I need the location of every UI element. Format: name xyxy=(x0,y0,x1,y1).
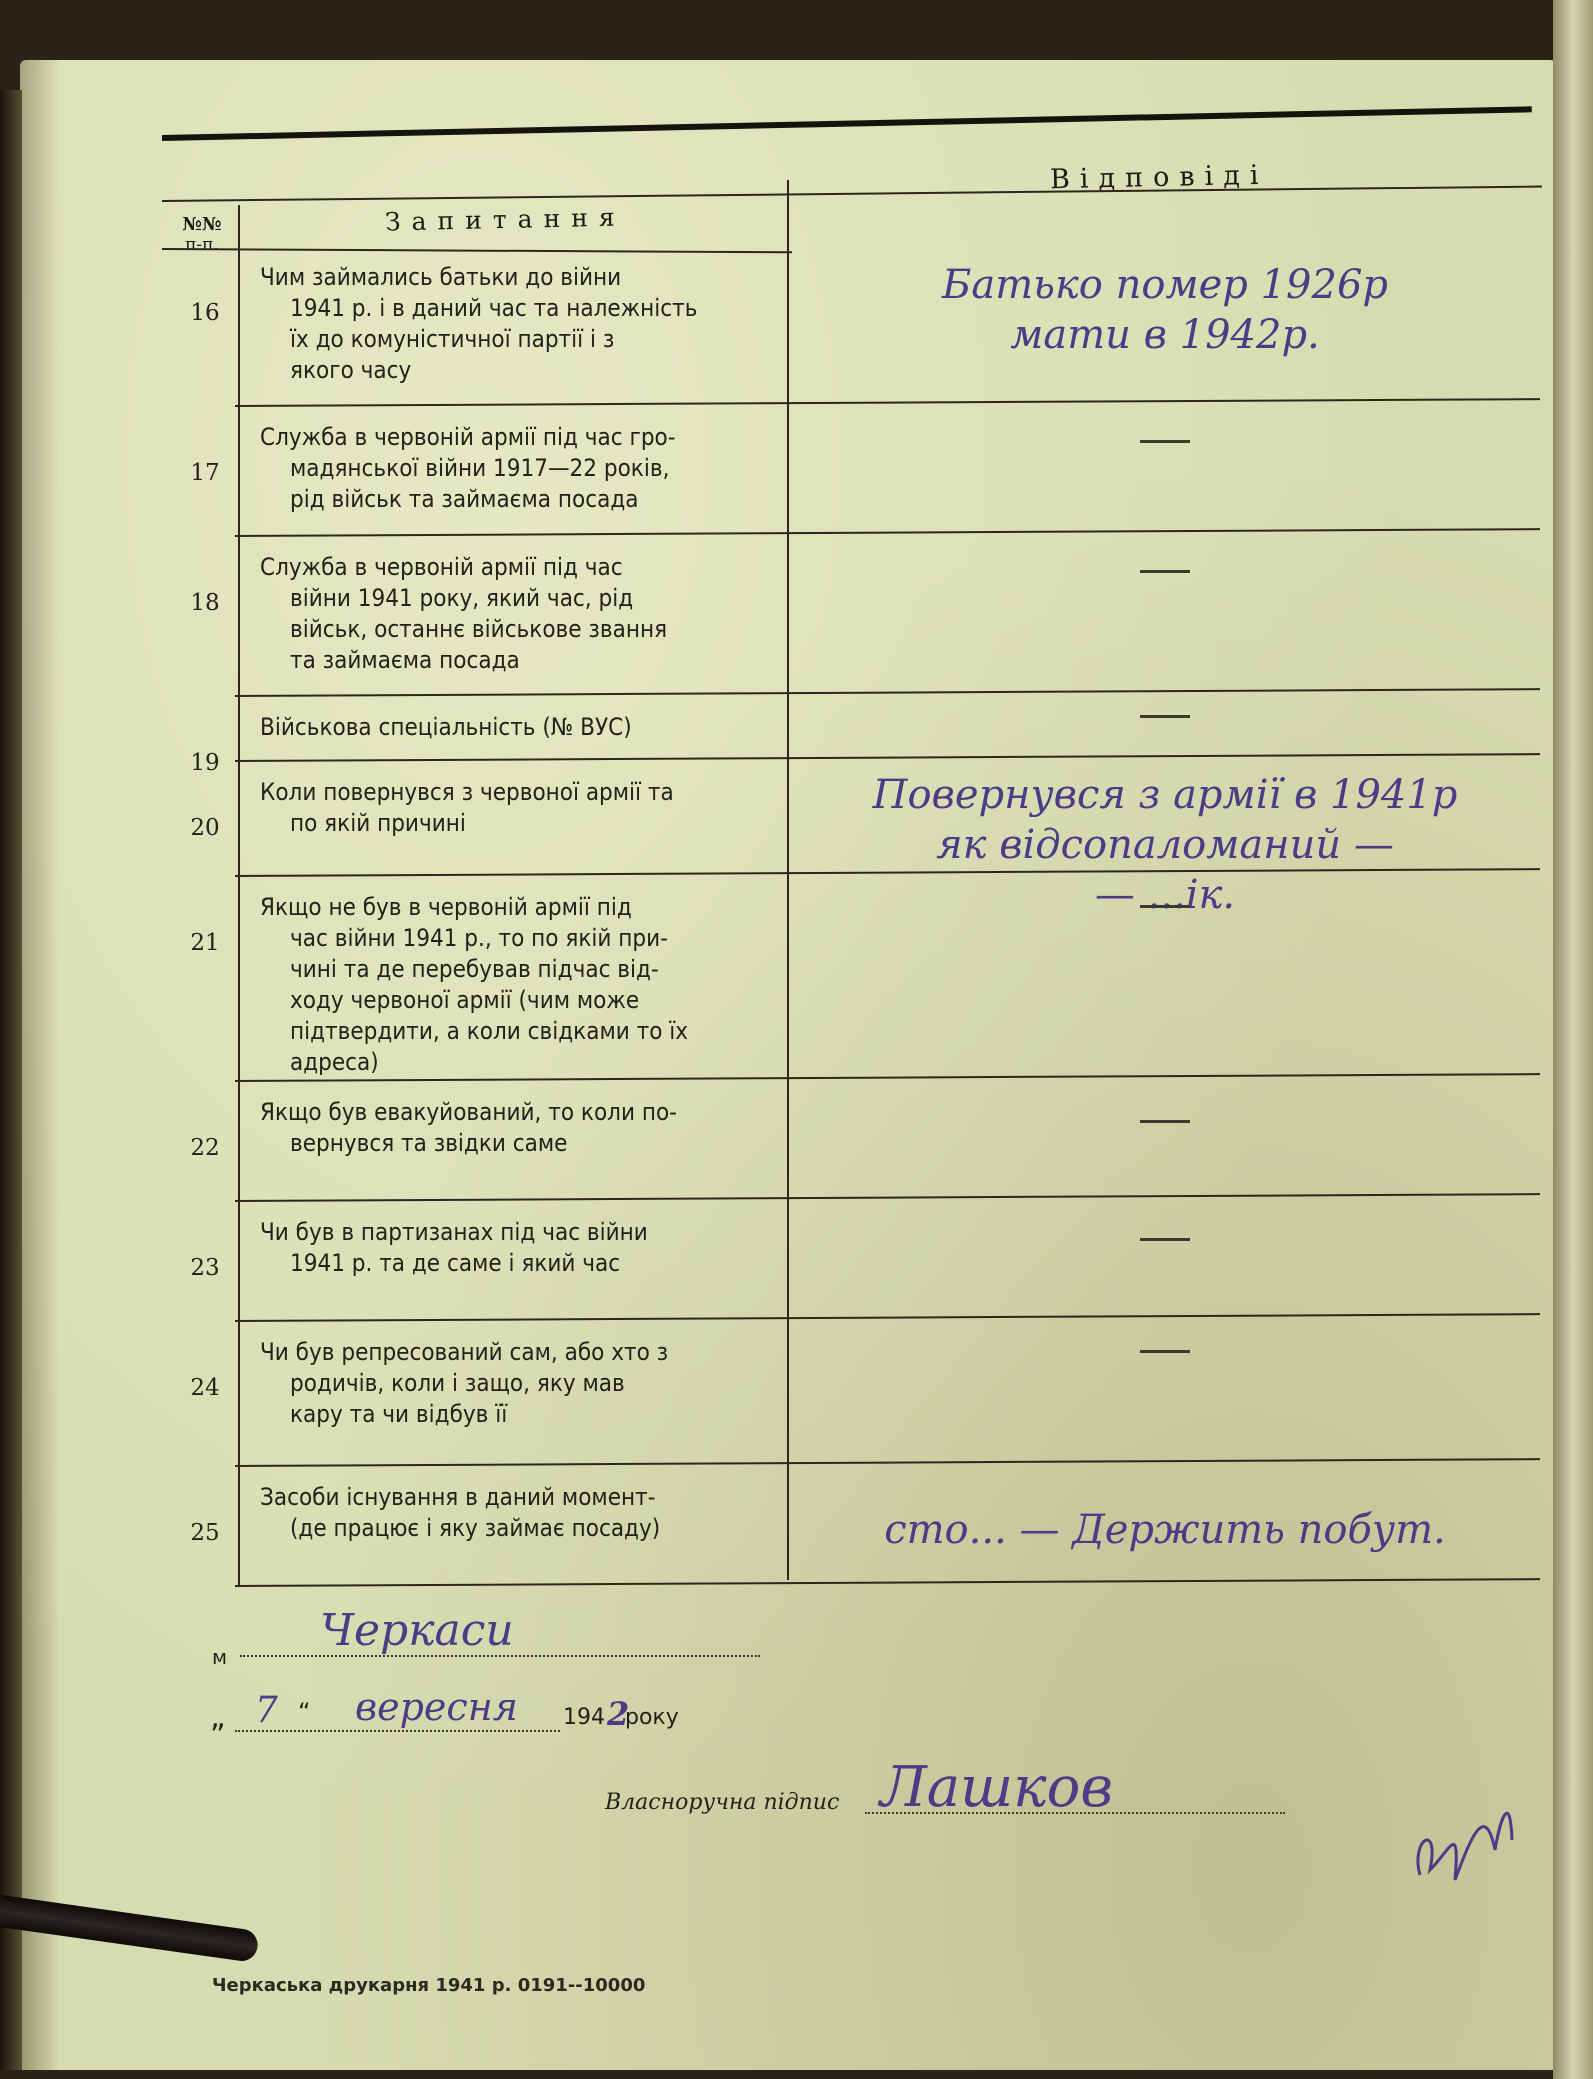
question-line: Засоби існування в даний момент- xyxy=(260,1483,656,1511)
binding-shadow xyxy=(0,90,22,2070)
margin-initials-icon xyxy=(1400,1780,1520,1900)
year-handwritten: 2 xyxy=(607,1695,630,1733)
answer-cell xyxy=(800,905,1530,908)
answer-handwritten: Повернувся з армії в 1941р xyxy=(872,772,1458,818)
question-text xyxy=(260,892,790,1078)
date-quote-close: “ xyxy=(298,1698,311,1726)
question-line: чині та де перебував підчас від- xyxy=(290,955,659,983)
questions-header: Запитання xyxy=(384,202,626,237)
question-line: вернувся та звідки саме xyxy=(290,1129,568,1157)
question-line: Чи був в партизанах під час війни xyxy=(260,1218,648,1246)
question-line: Якщо був евакуйований, то коли по- xyxy=(260,1098,677,1126)
question-line: військ, останнє військове звання xyxy=(290,615,668,643)
answer-dash xyxy=(1140,905,1190,908)
question-line: їх до комуністичної партії і з xyxy=(290,325,615,353)
answer-cell xyxy=(800,1505,1530,1555)
answer-handwritten: — ...ік. xyxy=(1094,872,1236,918)
answer-dash xyxy=(1140,570,1190,573)
row-number: 23 xyxy=(190,1255,220,1281)
question-line: кару та чи відбув її xyxy=(290,1400,508,1428)
date-month-handwritten: вересня xyxy=(355,1685,518,1729)
question-line: Коли повернувся з червоної армії та xyxy=(260,778,674,806)
question-text xyxy=(260,712,790,743)
date-quote-open: „ xyxy=(210,1700,226,1735)
answer-cell xyxy=(800,715,1530,718)
signature-handwritten: Лашков xyxy=(880,1755,1113,1820)
row-number: 21 xyxy=(190,930,220,956)
question-line: Чим займались батьки до війни xyxy=(260,263,622,291)
answer-handwritten: як відсопаломаний — xyxy=(936,822,1394,868)
question-line: Служба в червоній армії під час гро- xyxy=(260,423,676,451)
question-line: 1941 р. та де саме і який час xyxy=(290,1249,621,1277)
question-text xyxy=(260,262,790,386)
answer-handwritten: сто... — Держить побут. xyxy=(884,1507,1446,1553)
question-line: 1941 р. і в даний час та належність xyxy=(290,294,698,322)
row-number: 17 xyxy=(190,460,220,486)
row-number: 16 xyxy=(190,300,220,326)
page-edge xyxy=(1553,0,1593,2079)
signature-label: Власноручна підпис xyxy=(605,1790,840,1815)
answer-cell xyxy=(800,770,1530,920)
year-printed: 194 xyxy=(563,1705,605,1730)
number-header-line2: п-п. xyxy=(185,235,219,255)
question-line: підтвердити, а коли свідками то їх xyxy=(290,1017,689,1045)
answer-dash xyxy=(1140,715,1190,718)
form-page xyxy=(20,60,1560,2070)
question-line: рід військ та займаєма посада xyxy=(290,485,639,513)
question-line: час війни 1941 р., то по якій при- xyxy=(290,924,668,952)
question-line: та займаєма посада xyxy=(290,646,520,674)
answer-cell xyxy=(800,1350,1530,1353)
question-line: (де працює і яку займає посаду) xyxy=(290,1514,661,1542)
question-text xyxy=(260,1482,790,1544)
row-number: 25 xyxy=(190,1520,220,1546)
row-number: 24 xyxy=(190,1375,220,1401)
city-handwritten: Черкаси xyxy=(320,1605,514,1656)
question-text xyxy=(260,1337,790,1430)
answer-cell xyxy=(800,260,1530,360)
date-line xyxy=(235,1730,560,1732)
year-suffix: року xyxy=(625,1705,679,1730)
answer-cell xyxy=(800,440,1530,443)
answer-cell xyxy=(800,570,1530,573)
row-number: 19 xyxy=(190,750,220,776)
answer-cell xyxy=(800,1238,1530,1241)
printer-imprint: Черкаська друкарня 1941 р. 0191--10000 xyxy=(212,1975,646,1996)
answers-header: Відповіді xyxy=(1049,159,1269,196)
question-text xyxy=(260,552,790,676)
answer-dash xyxy=(1140,1350,1190,1353)
date-day-handwritten: 7 xyxy=(255,1690,278,1731)
row-number: 20 xyxy=(190,815,220,841)
question-line: війни 1941 року, який час, рід xyxy=(290,584,634,612)
question-text xyxy=(260,777,790,839)
answer-cell xyxy=(800,1120,1530,1123)
question-text xyxy=(260,422,790,515)
question-line: якого часу xyxy=(290,356,412,384)
question-line: по якій причині xyxy=(290,809,466,837)
question-line: Служба в червоній армії під час xyxy=(260,553,623,581)
answer-dash xyxy=(1140,1238,1190,1241)
city-prefix: м xyxy=(212,1645,228,1669)
question-text xyxy=(260,1097,790,1159)
question-line: мадянської війни 1917—22 років, xyxy=(290,454,670,482)
answer-dash xyxy=(1140,440,1190,443)
row-number: 22 xyxy=(190,1135,220,1161)
question-line: Військова спеціальність (№ ВУС) xyxy=(260,713,632,741)
question-text xyxy=(260,1217,790,1279)
row-number: 18 xyxy=(190,590,220,616)
question-line: Чи був репресований сам, або хто з xyxy=(260,1338,669,1366)
number-column-rule xyxy=(238,205,240,1585)
question-line: Якщо не був в червоній армії під xyxy=(260,893,632,921)
question-line: адреса) xyxy=(290,1048,379,1076)
answer-handwritten: Батько помер 1926р xyxy=(941,262,1389,308)
question-line: родичів, коли і защо, яку мав xyxy=(290,1369,625,1397)
answer-handwritten: мати в 1942р. xyxy=(1010,312,1320,358)
answer-dash xyxy=(1140,1120,1190,1123)
question-line: ходу червоної армії (чим може xyxy=(290,986,640,1014)
number-header-line1: №№ xyxy=(182,214,222,235)
